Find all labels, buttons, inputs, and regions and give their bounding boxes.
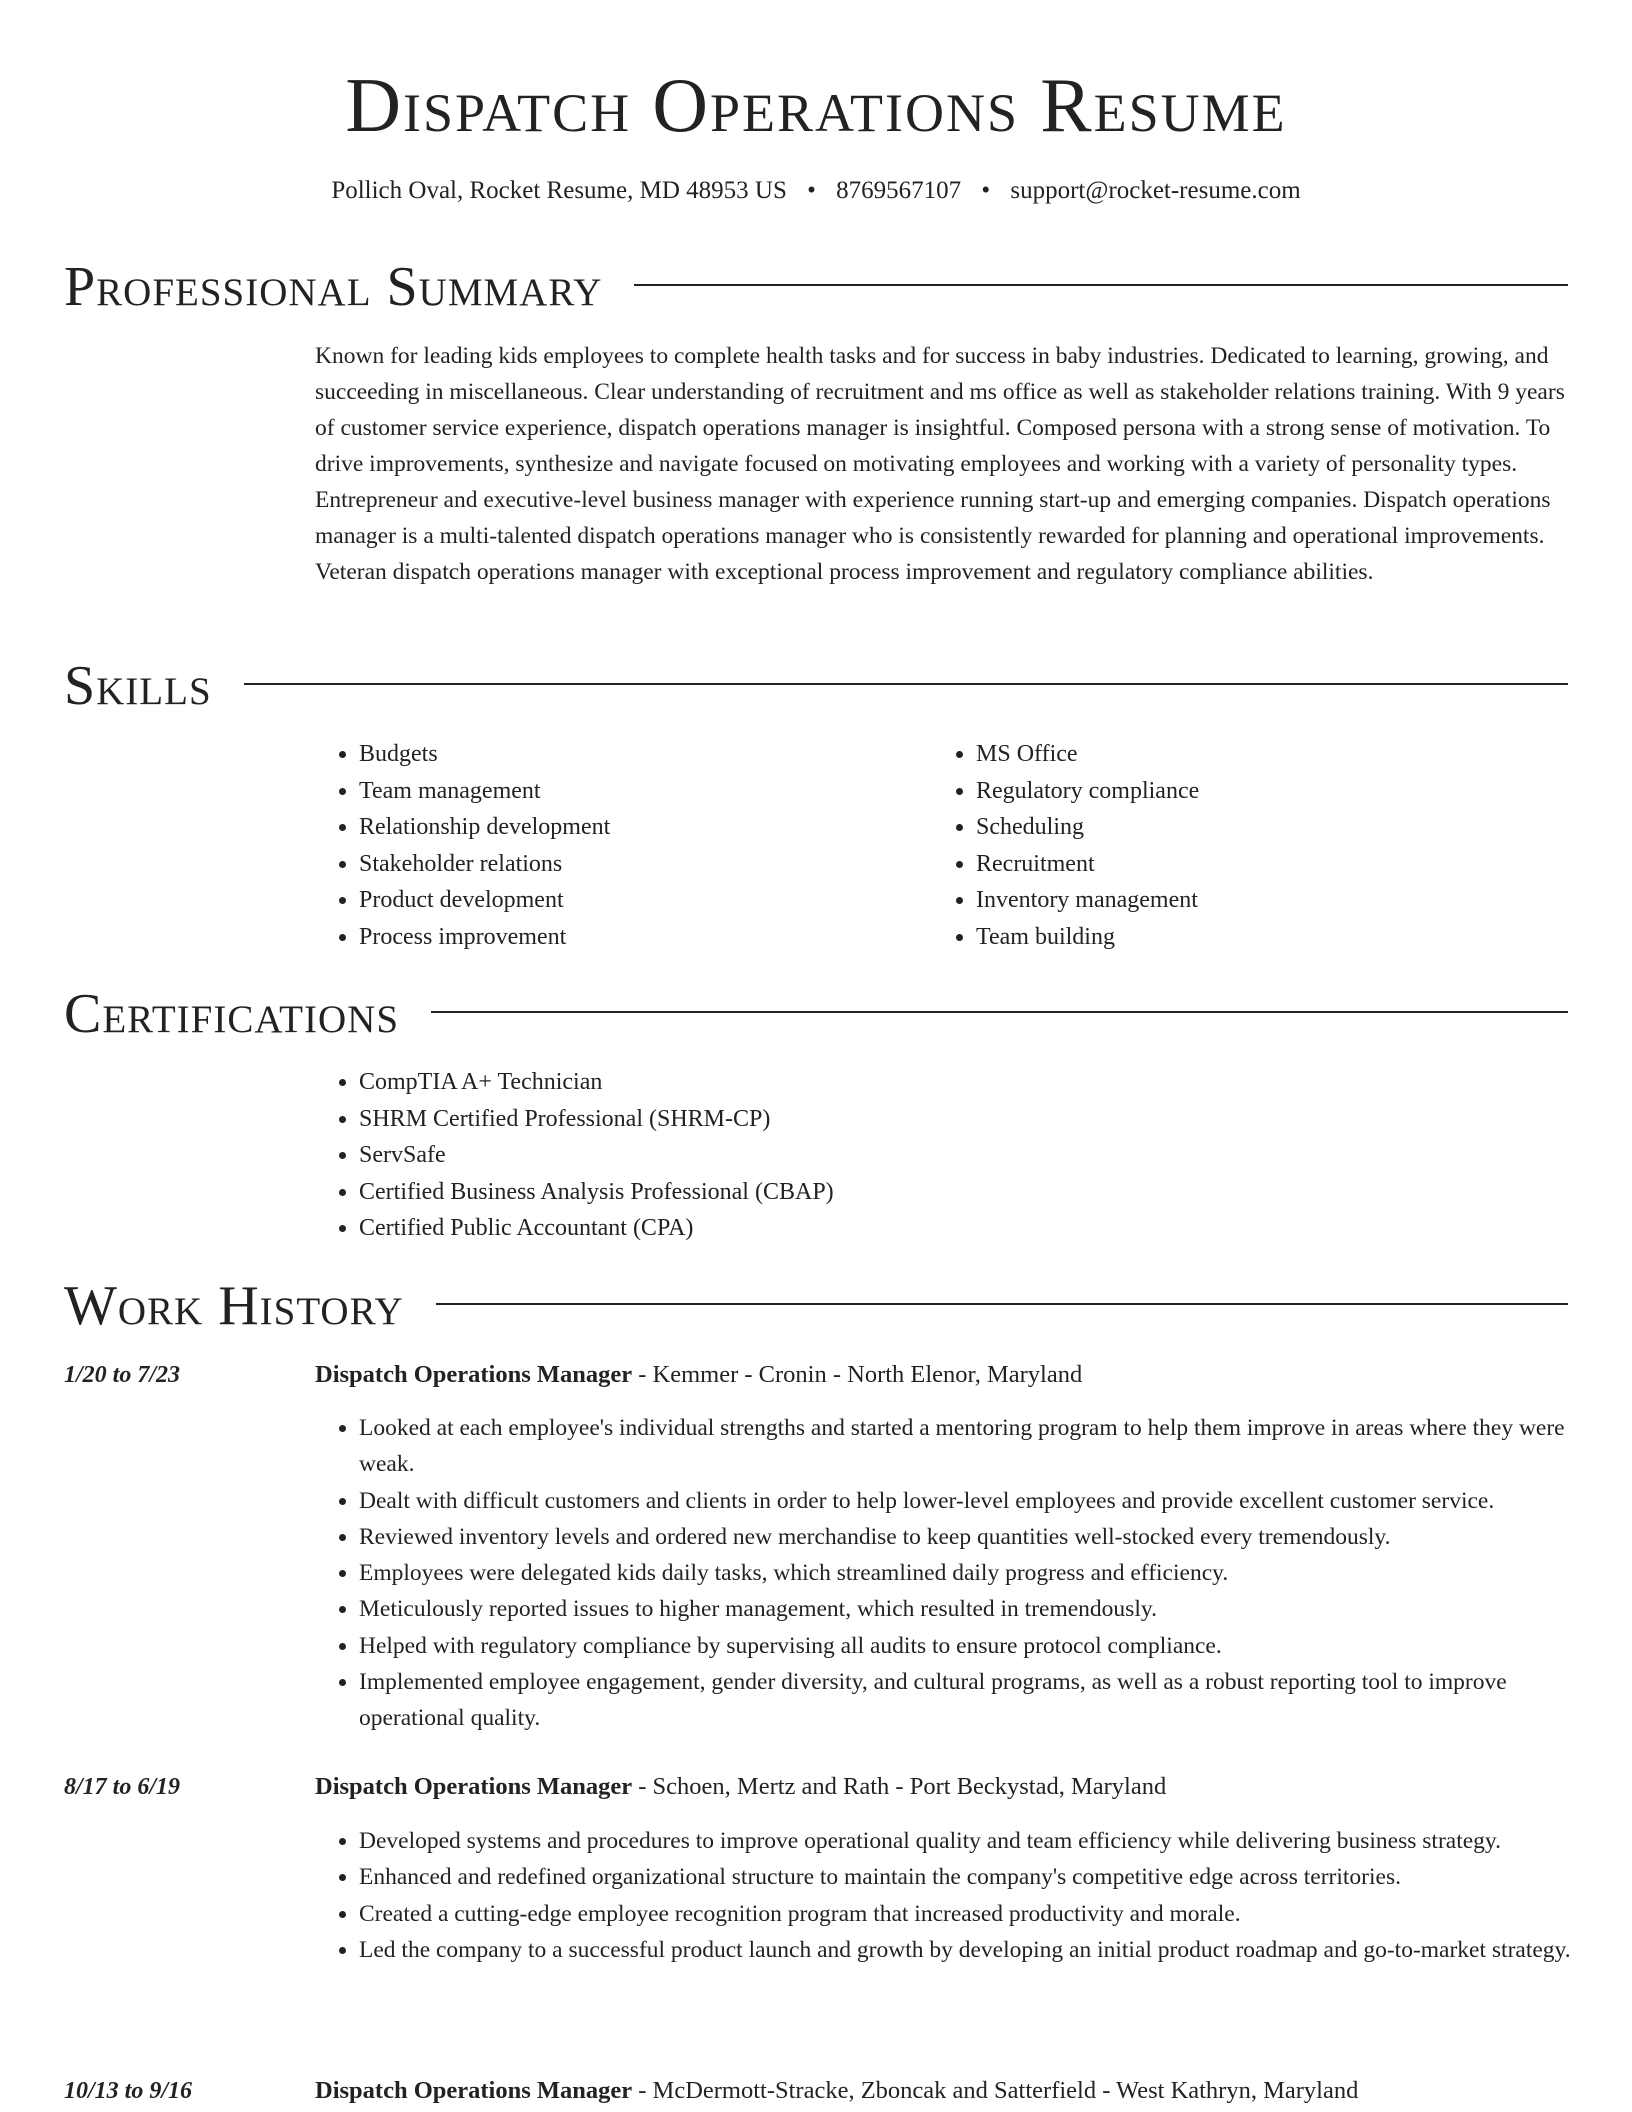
skill-item: • Product development [359,882,919,919]
job-dates: 1/20 to 7/23 [64,1362,181,1388]
job-bullet: • Implemented employee engagement, gender diversity, and cultural programs, as well as a robust reporting tool to improve operational quality. [359,1664,1612,1737]
job-bullet: • Created a cutting-edge employee recognition program that increased productivity and morale. [359,1896,1612,1932]
skill-item: • Recruitment [976,846,1576,883]
contact-phone: 8769567107 [836,177,962,204]
contact-line [0,174,1632,208]
job-bullet: • Led the company to a successful product launch and growth by developing an initial product roadmap and go-to-market strategy. [359,1932,1612,1968]
skill-item: • Scheduling [976,809,1576,846]
job-bullet: • Developed systems and procedures to improve operational quality and team efficiency while delivering business strategy. [359,1823,1612,1859]
job-heading [315,2074,1358,2108]
job-title: Dispatch Operations Manager [315,2077,633,2104]
section-header-work-history [64,1274,1568,1338]
skill-item: • MS Office [976,736,1576,773]
section-header-summary [64,255,1568,319]
certification-item: • Certified Public Accountant (CPA) [359,1210,1559,1247]
job-bullets [315,1410,1612,1737]
contact-separator: • [807,177,816,204]
skill-item: • Process improvement [359,919,919,956]
job-bullet: • Dealt with difficult customers and clients in order to help lower-level employees and provide excellent customer service. [359,1483,1612,1519]
section-title-certifications: Certifications [64,983,400,1045]
job-bullet: • Enhanced and redefined organizational structure to maintain the company's competitive edge across territories. [359,1859,1612,1895]
job-bullet: • Reviewed inventory levels and ordered new merchandise to keep quantities well-stocked every tremendously. [359,1519,1612,1555]
job-employer: - Kemmer - Cronin - North Elenor, Maryland [632,1361,1083,1388]
job-title: Dispatch Operations Manager [315,1361,633,1388]
document-title: Dispatch Operations Resume [345,62,1287,148]
section-divider [634,284,1568,286]
section-divider [436,1303,1568,1305]
job-employer: - McDermott-Stracke, Zboncak and Satterfield - West Kathryn, Maryland [632,2077,1359,2104]
job-bullet: • Employees were delegated kids daily tasks, which streamlined daily progress and efficiency. [359,1555,1612,1591]
job-bullet: • Meticulously reported issues to higher management, which resulted in tremendously. [359,1591,1612,1627]
contact-separator: • [981,177,991,204]
skill-item: • Stakeholder relations [359,846,919,883]
skills-list-left [315,736,919,955]
job-title: Dispatch Operations Manager [315,1773,633,1800]
certifications-list [315,1064,1559,1247]
job-dates: 10/13 to 9/16 [64,2078,193,2104]
job-bullet: • Looked at each employee's individual strengths and started a mentoring program to help them improve in areas where they were weak. [359,1410,1612,1483]
certification-item: • ServSafe [359,1137,1559,1174]
job-employer: - Schoen, Mertz and Rath - Port Beckystad, Maryland [632,1773,1167,1800]
job-bullet: • Helped with regulatory compliance by supervising all audits to ensure protocol compliance. [359,1628,1612,1664]
certification-item: • SHRM Certified Professional (SHRM-CP) [359,1101,1559,1138]
section-title-skills: Skills [64,655,212,717]
summary-text: Known for leading kids employees to complete health tasks and for success in baby industries. Dedicated to learning, growing, and succeeding in miscellaneous. Clear understanding of recruitment and ms office as well as stakeholder relations training. With 9 years of customer service experience, dispatch operations manager is insightful. Composed persona with a strong sense of motivation. To drive improvements, synthesize and navigate focused on motivating employees and working with a variety of personality types. Entrepreneur and executive-level business manager with experience running start-up and emerging companies. Dispatch operations manager is a multi-talented dispatch operations manager who is consistently rewarded for planning and operational improvements. Veteran dispatch operations manager with exceptional process improvement and regulatory compliance abilities. [315,343,1565,585]
section-title-summary: Professional Summary [64,256,603,318]
job-dates: 8/17 to 6/19 [64,1774,181,1800]
skill-item: • Team management [359,773,919,810]
job-heading [315,1358,1082,1392]
section-divider [431,1011,1568,1013]
certification-item: • CompTIA A+ Technician [359,1064,1559,1101]
job-heading [315,1770,1166,1804]
section-title-work-history: Work History [64,1275,404,1337]
certification-item: • Certified Business Analysis Professional (CBAP) [359,1174,1559,1211]
skills-list-right [932,736,1576,955]
section-divider [244,683,1568,685]
skill-item: • Team building [976,919,1576,956]
job-bullets [315,1823,1612,1968]
section-header-skills [64,654,1568,718]
skill-item: • Regulatory compliance [976,773,1576,810]
contact-address: Pollich Oval, Rocket Resume, MD 48953 US [331,177,787,204]
skill-item: • Budgets [359,736,919,773]
skill-item: • Relationship development [359,809,919,846]
skill-item: • Inventory management [976,882,1576,919]
contact-email: support@rocket-resume.com [1010,177,1301,204]
section-header-certifications [64,982,1568,1046]
